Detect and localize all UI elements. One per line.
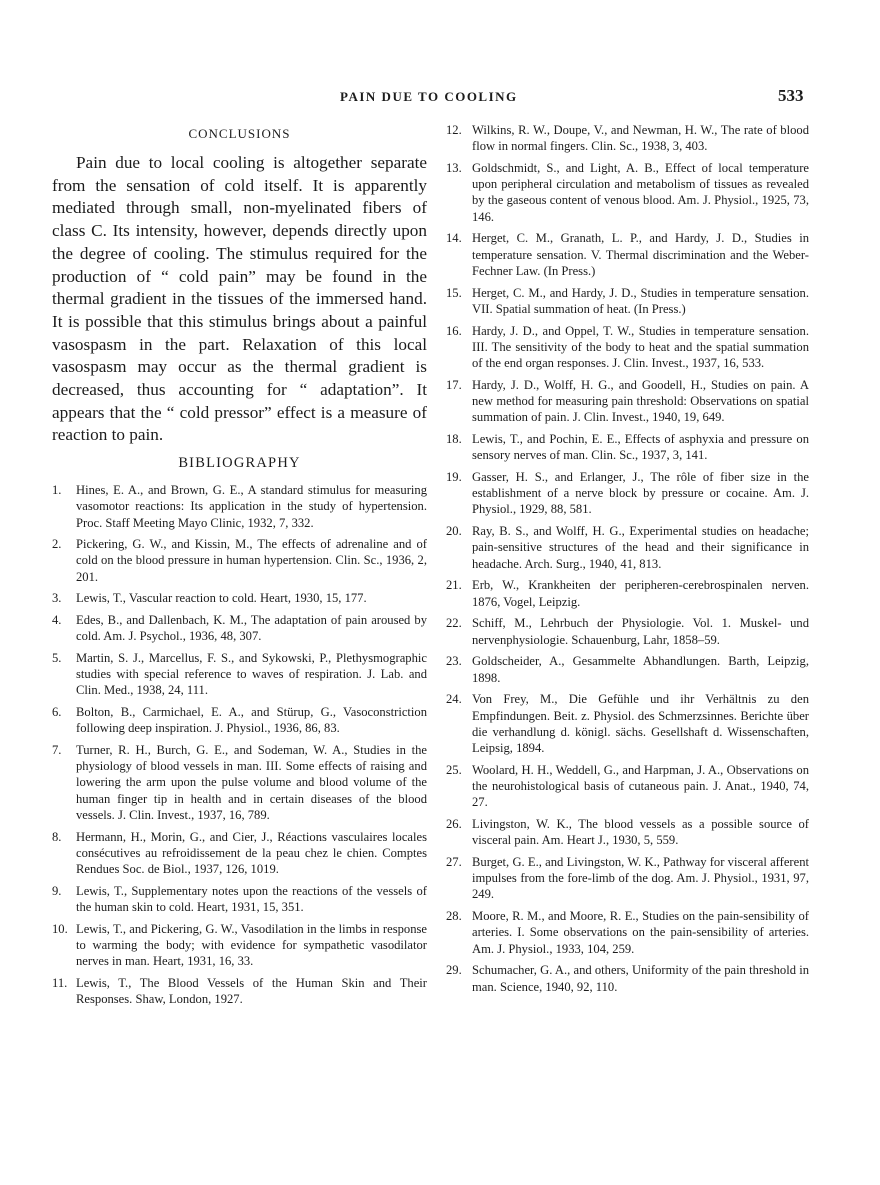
reference-list-right [446, 122, 809, 995]
reference-text: Hines, E. A., and Brown, G. E., A standard stimulus for measuring vasomotor reactions: Its application in the study of hypertension. Proc. Staff Meeting Mayo Clinic, 1932, 7, 332. [76, 483, 427, 530]
reference-item [446, 160, 809, 225]
reference-text: Goldscheider, A., Gesammelte Abhandlungen. Barth, Leipzig, 1898. [472, 654, 809, 685]
reference-number: 8. [52, 829, 62, 844]
reference-text: Edes, B., and Dallenbach, K. M., The adaptation of pain aroused by cold. Am. J. Psychol., 1936, 48, 307. [76, 613, 427, 644]
reference-item [446, 653, 809, 685]
reference-text: Martin, S. J., Marcellus, F. S., and Sykowski, P., Plethysmographic studies with special reference to waves of respiration. J. Lab. and Clin. Med., 1938, 24, 111. [76, 650, 427, 698]
reference-item [52, 650, 427, 699]
reference-number: 14. [446, 231, 462, 246]
conclusions-paragraph: Pain due to local cooling is altogether separate from the sensation of cold itself. It is apparently mediated through small, non-myelinated fibers of class C. Its intensity, however, depends directly upon the degree of cooling. The stimulus required for the production of “ cold pain” may be found in the thermal gradient in the tissues of the immersed hand. It is possible that this stimulus brings about a painful vasospasm in the part. Relaxation of this local vasospasm may occur as the thermal gradient is decreased, thus accounting for “ adaptation”. It appears that the “ cold pressor” effect is a measure of reaction to pain. [52, 153, 427, 445]
reference-text: Lewis, T., and Pochin, E. E., Effects of asphyxia and pressure on sensory nerves of man. Clin. Sc., 1937, 3, 141. [472, 432, 809, 463]
reference-number: 12. [446, 123, 462, 137]
reference-item [446, 323, 809, 372]
reference-list-left [52, 482, 427, 1007]
reference-item [446, 377, 809, 426]
reference-text: Erb, W., Krankheiten der peripheren-cerebrospinalen nerven. 1876, Vogel, Leipzig. [472, 578, 809, 609]
reference-number: 20. [446, 524, 462, 539]
reference-number: 28. [446, 909, 462, 924]
reference-text: Lewis, T., The Blood Vessels of the Human Skin and Their Responses. Shaw, London, 1927. [76, 975, 427, 1006]
reference-number: 29. [446, 963, 462, 978]
reference-text: Hermann, H., Morin, G., and Cier, J., Réactions vasculaires locales consécutives au refroidissement de la peau chez le chien. Comptes Rendues Soc. de Biol., 1937, 126, 1019. [76, 829, 427, 876]
reference-item [446, 908, 809, 957]
reference-number: 2. [52, 537, 62, 552]
reference-item [446, 615, 809, 647]
reference-number: 24. [446, 692, 462, 707]
reference-item [52, 742, 427, 823]
reference-text: Lewis, T., Vascular reaction to cold. Heart, 1930, 15, 177. [76, 591, 367, 606]
reference-text: Ray, B. S., and Wolff, H. G., Experimental studies on headache; pain-sensitive structures of the head and their significance in headache. Arch. Surg., 1940, 41, 813. [472, 524, 809, 571]
reference-text: Woolard, H. H., Weddell, G., and Harpman, J. A., Observations on the neurohistological basis of cutaneous pain. J. Anat., 1940, 74, 27. [472, 762, 809, 810]
reference-text: Hardy, J. D., Wolff, H. G., and Goodell, H., Studies on pain. A new method for measuring pain threshold: Observations on spatial summation of pain. J. Clin. Invest., 1940, 19, 649. [472, 377, 809, 425]
reference-item [52, 975, 427, 1007]
reference-number: 1. [52, 483, 62, 498]
reference-item [52, 590, 427, 606]
reference-number: 6. [52, 705, 62, 720]
reference-text: Gasser, H. S., and Erlanger, J., The rôle of fiber size in the establishment of a nerve block by pressure or cocaine. Am. J. Physiol., 1929, 88, 581. [472, 470, 809, 517]
reference-number: 19. [446, 470, 462, 485]
reference-number: 7. [52, 742, 62, 757]
reference-number: 16. [446, 323, 462, 338]
reference-number: 22. [446, 616, 462, 631]
reference-item [52, 883, 427, 915]
reference-item [52, 829, 427, 878]
reference-number: 25. [446, 762, 462, 777]
reference-text: Schiff, M., Lehrbuch der Physiologie. Vol. 1. Muskel- und nervenphysiologie. Schauenburg, Lahr, 1858–59. [472, 616, 809, 647]
reference-item [52, 482, 427, 531]
page-number: 533 [778, 86, 804, 105]
reference-number: 26. [446, 817, 462, 832]
reference-text: Livingston, W. K., The blood vessels as a possible source of visceral pain. Am. Heart J., 1930, 5, 559. [472, 817, 809, 848]
reference-item [446, 285, 809, 317]
reference-text: Herget, C. M., Granath, L. P., and Hardy, J. D., Studies in temperature sensation. V. Thermal discrimination and the Weber-Fechner Law. (In Press.) [472, 231, 809, 278]
reference-number: 18. [446, 432, 462, 447]
reference-item [52, 921, 427, 970]
reference-item [446, 691, 809, 756]
reference-number: 4. [52, 613, 62, 628]
reference-text: Turner, R. H., Burch, G. E., and Sodeman, W. A., Studies in the physiology of blood vessels in man. III. Some effects of raising and lowering the arm upon the pulse volume and blood volume of the human finger tip in health and in certain diseases of the blood vessels. J. Clin. Invest., 1937, 16, 789. [76, 742, 427, 822]
reference-number: 5. [52, 650, 62, 665]
reference-item [52, 612, 427, 644]
reference-text: Pickering, G. W., and Kissin, M., The effects of adrenaline and of cold on the blood pressure in human hypertension. Clin. Sc., 1936, 2, 201. [76, 537, 427, 584]
reference-text: Moore, R. M., and Moore, R. E., Studies on the pain-sensibility of arteries. I. Some observations on the pain-sensibility of arteries. Am. J. Physiol., 1933, 104, 259. [472, 909, 809, 956]
reference-text: Hardy, J. D., and Oppel, T. W., Studies in temperature sensation. III. The sensitivity of the body to heat and the spatial summation of the end organ responses. J. Clin. Invest., 1937, 16, 533. [472, 323, 809, 371]
reference-item [446, 816, 809, 848]
running-head: PAIN DUE TO COOLING [340, 89, 518, 104]
reference-text: Goldschmidt, S., and Light, A. B., Effect of local temperature upon peripheral circulation and metabolism of tissues as revealed by the gaseous content of venous blood. Am. J. Physiol., 1925, 73, 146. [472, 161, 809, 224]
reference-number: 15. [446, 285, 462, 300]
reference-number: 17. [446, 377, 462, 392]
reference-number: 9. [52, 883, 62, 898]
conclusions-heading: CONCLUSIONS [188, 126, 291, 141]
reference-text: Lewis, T., Supplementary notes upon the reactions of the vessels of the human skin to cold. Heart, 1931, 15, 351. [76, 883, 427, 914]
bibliography-heading: BIBLIOGRAPHY [178, 455, 301, 472]
reference-text: Von Frey, M., Die Gefühle und ihr Verhältnis zu den Empfindungen. Beit. z. Physiol. des Schmerzsinnes. Berichte über die verhandlung d. königl. sächs. Gesellshaft d. Wissenschaften, Leipsig, 1894. [472, 692, 809, 756]
reference-item [446, 523, 809, 572]
reference-item [446, 230, 809, 279]
reference-number: 10. [52, 921, 68, 936]
reference-item [52, 704, 427, 736]
reference-number: 21. [446, 578, 462, 593]
reference-item [446, 762, 809, 811]
reference-text: Burget, G. E., and Livingston, W. K., Pathway for visceral afferent impulses from the fore-limb of the dog. Am. J. Physiol., 1931, 97, 249. [472, 855, 809, 902]
left-column [52, 126, 427, 1013]
reference-item [446, 469, 809, 518]
reference-number: 27. [446, 855, 462, 870]
reference-item [446, 122, 809, 154]
reference-number: 23. [446, 654, 462, 669]
reference-number: 11. [52, 975, 68, 990]
reference-number: 13. [446, 161, 462, 175]
reference-text: Schumacher, G. A., and others, Uniformity of the pain threshold in man. Science, 1940, 92, 110. [472, 963, 809, 994]
reference-text: Lewis, T., and Pickering, G. W., Vasodilation in the limbs in response to warming the body; with evidence for sympathetic vasodilator nerves in man. Heart, 1931, 16, 33. [76, 921, 427, 968]
reference-text: Herget, C. M., and Hardy, J. D., Studies in temperature sensation. VII. Spatial summation of heat. (In Press.) [472, 285, 809, 316]
reference-item [446, 854, 809, 903]
reference-item [446, 431, 809, 463]
reference-text: Wilkins, R. W., Doupe, V., and Newman, H. W., The rate of blood flow in normal fingers. Clin. Sc., 1938, 3, 403. [472, 123, 809, 154]
reference-number: 3. [52, 591, 62, 606]
reference-item [446, 577, 809, 609]
right-column [446, 122, 809, 1000]
reference-text: Bolton, B., Carmichael, E. A., and Stürup, G., Vasoconstriction following deep inspiration. J. Physiol., 1936, 86, 83. [76, 705, 427, 736]
reference-item [446, 962, 809, 994]
reference-item [52, 536, 427, 585]
